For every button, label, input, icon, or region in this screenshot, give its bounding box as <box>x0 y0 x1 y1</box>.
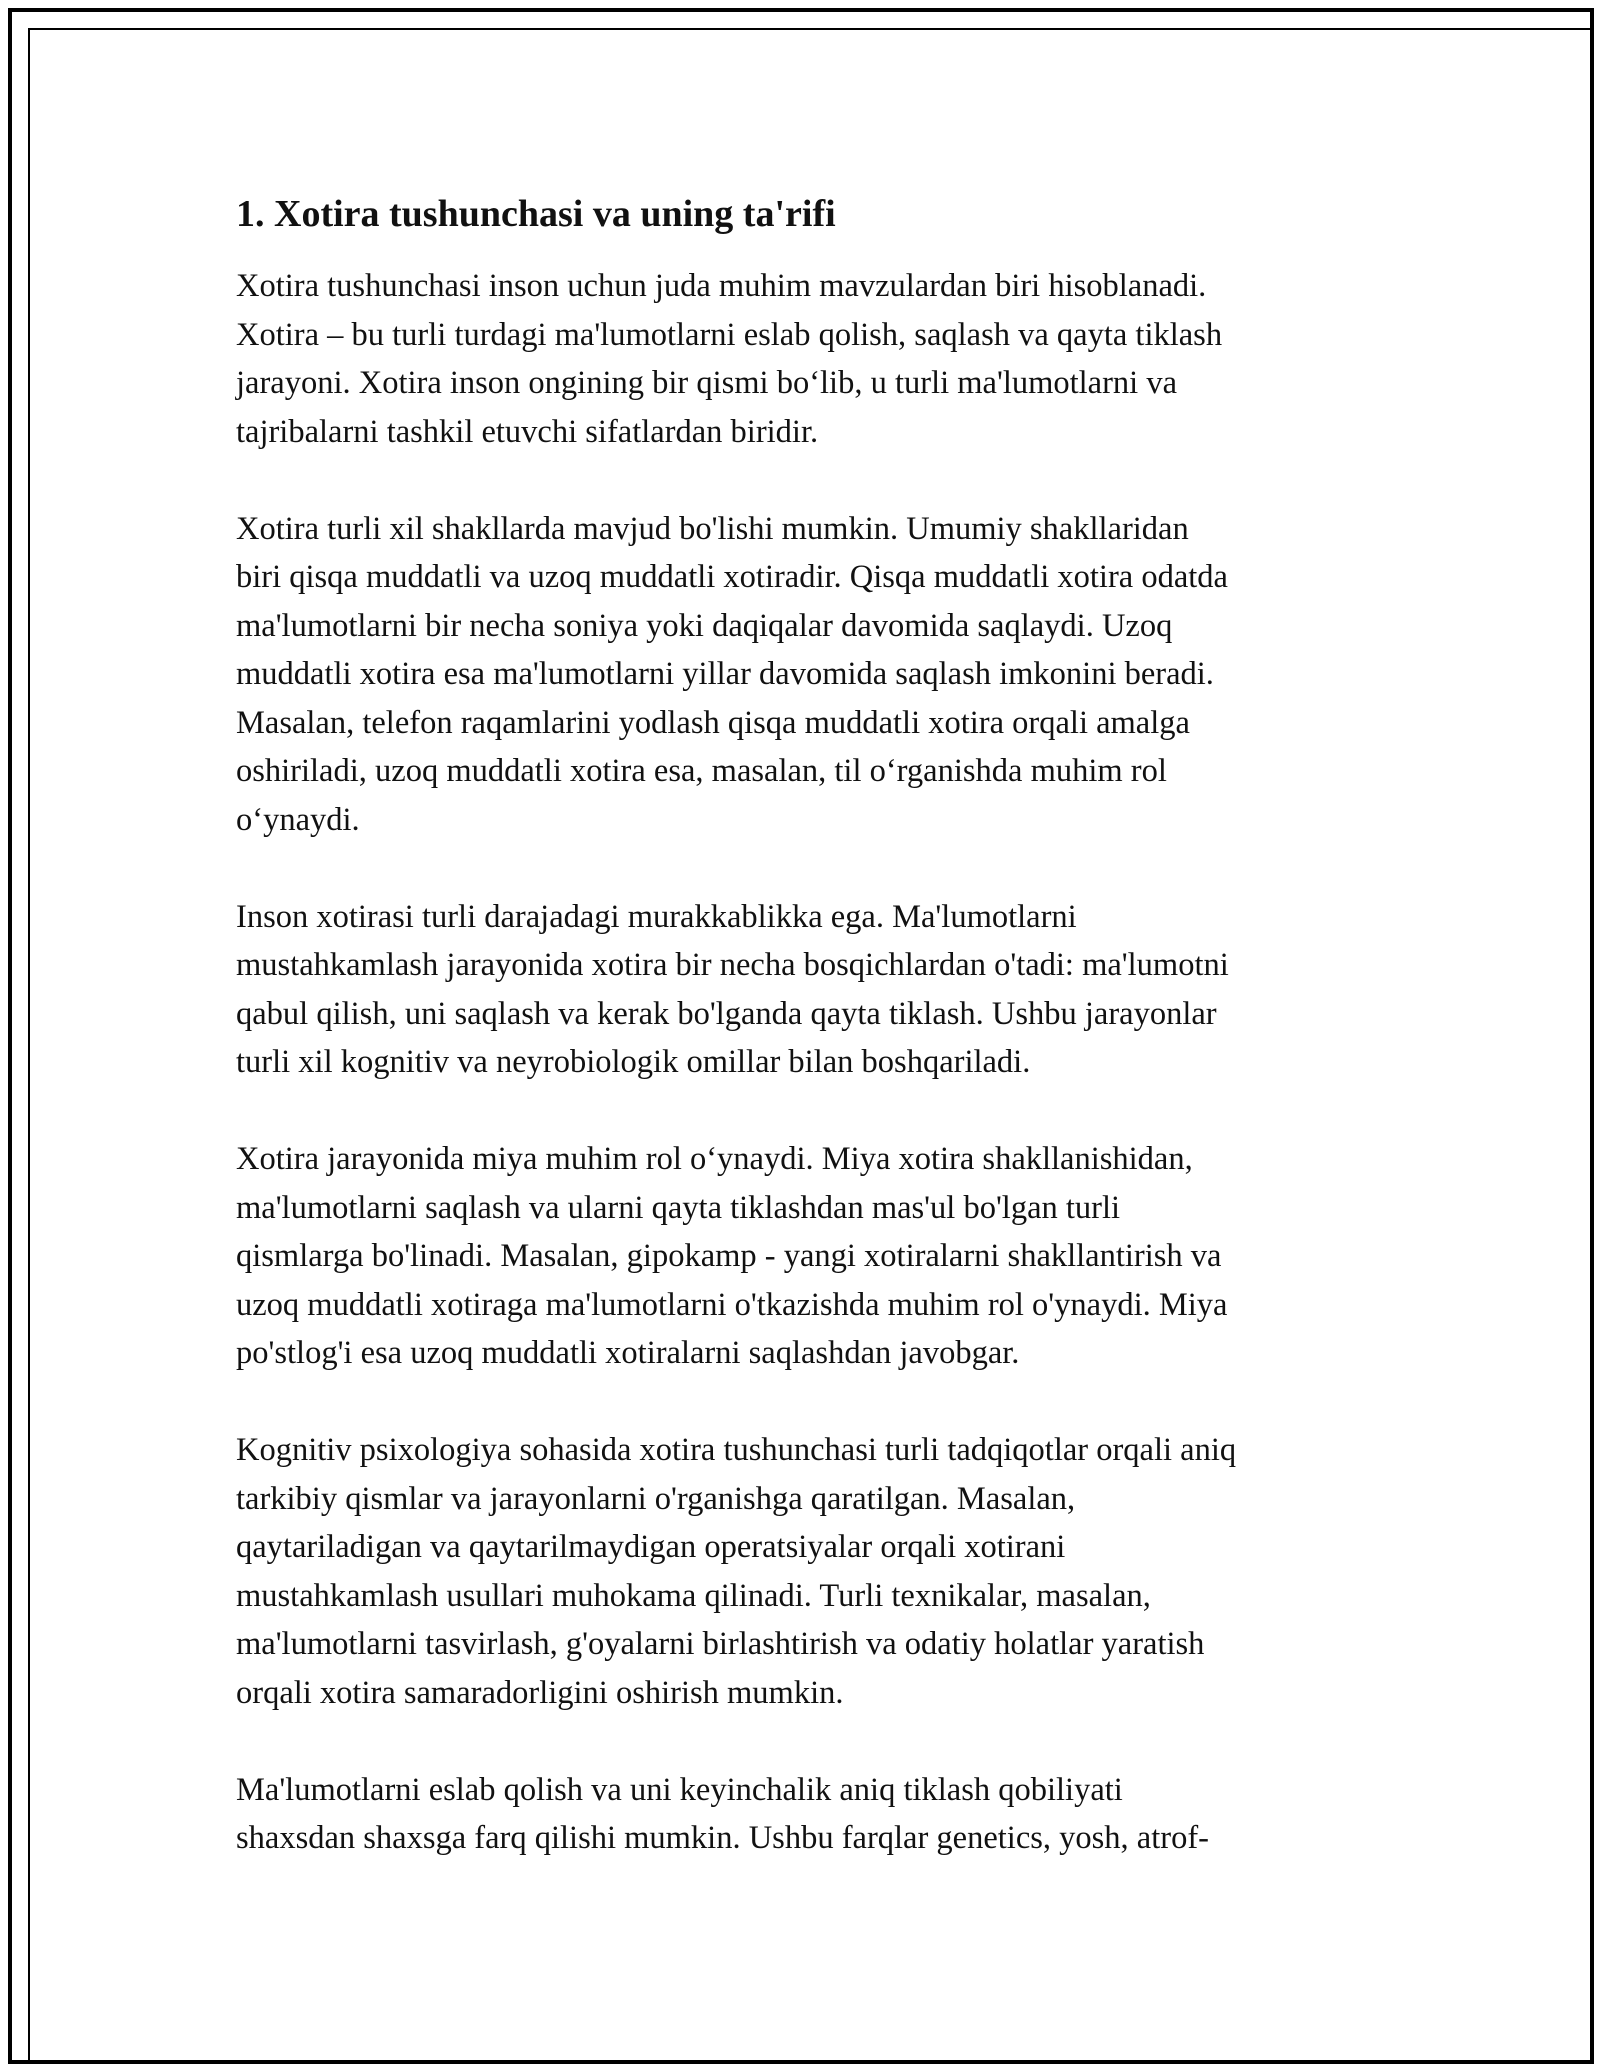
text-line: Xotira turli xil shakllarda mavjud bo'lishi mumkin. Umumiy shakllaridan <box>236 510 1189 547</box>
paragraph-6 <box>236 1766 1376 1863</box>
text-line: ma'lumotlarni saqlash va ularni qayta tiklashdan mas'ul bo'lgan turli <box>236 1189 1121 1226</box>
text-line: po'stlog'i esa uzoq muddatli xotiralarni saqlashdan javobgar. <box>236 1335 1020 1371</box>
section-heading: 1. Xotira tushunchasi va uning ta'rifi <box>236 193 836 235</box>
text-line: qaytariladigan va qaytarilmaydigan operatsiyalar orqali xotirani <box>236 1529 1066 1565</box>
text-line: qismlarga bo'linadi. Masalan, gipokamp - yangi xotiralarni shakllantirish va <box>236 1238 1222 1274</box>
paragraph-4 <box>236 1135 1376 1378</box>
paragraph-2 <box>236 505 1376 845</box>
text-line: turli xil kognitiv va neyrobiologik omillar bilan boshqariladi. <box>236 1044 1031 1080</box>
text-line: Ma'lumotlarni eslab qolish va uni keyinchalik aniq tiklash qobiliyati <box>236 1771 1123 1808</box>
paragraph-3 <box>236 893 1376 1087</box>
document-body <box>236 186 1376 1911</box>
text-line: shaxsdan shaxsga farq qilishi mumkin. Ushbu farqlar genetics, yosh, atrof- <box>236 1820 1209 1856</box>
text-line: oshiriladi, uzoq muddatli xotira esa, masalan, til o‘rganishda muhim rol <box>236 753 1167 789</box>
text-line: uzoq muddatli xotiraga ma'lumotlarni o'tkazishda muhim rol o'ynaydi. Miya <box>236 1286 1228 1323</box>
text-line: Xotira – bu turli turdagi ma'lumotlarni eslab qolish, saqlash va qayta tiklash <box>236 316 1223 353</box>
paragraph-5 <box>236 1426 1376 1717</box>
text-line: Xotira jarayonida miya muhim rol o‘ynaydi. Miya xotira shakllanishidan, <box>236 1141 1193 1177</box>
text-line: o‘ynaydi. <box>236 801 360 838</box>
text-line: tajribalarni tashkil etuvchi sifatlardan biridir. <box>236 413 819 450</box>
text-line: Kognitiv psixologiya sohasida xotira tushunchasi turli tadqiqotlar orqali aniq <box>236 1432 1237 1468</box>
text-line: Inson xotirasi turli darajadagi murakkablikka ega. Ma'lumotlarni <box>236 898 1077 935</box>
text-line: muddatli xotira esa ma'lumotlarni yillar davomida saqlash imkonini beradi. <box>236 656 1214 692</box>
text-line: ma'lumotlarni bir necha soniya yoki daqiqalar davomida saqlaydi. Uzoq <box>236 607 1173 644</box>
text-line: biri qisqa muddatli va uzoq muddatli xotiradir. Qisqa muddatli xotira odatda <box>236 559 1228 595</box>
text-line: jarayoni. Xotira inson ongining bir qismi bo‘lib, u turli ma'lumotlarni va <box>236 365 1178 401</box>
text-line: Xotira tushunchasi inson uchun juda muhim mavzulardan biri hisoblanadi. <box>236 268 1207 304</box>
paragraph-1 <box>236 262 1376 456</box>
text-line: ma'lumotlarni tasvirlash, g'oyalarni birlashtirish va odatiy holatlar yaratish <box>236 1626 1205 1662</box>
text-line: qabul qilish, uni saqlash va kerak bo'lganda qayta tiklash. Ushbu jarayonlar <box>236 995 1217 1032</box>
text-line: tarkibiy qismlar va jarayonlarni o'rganishga qaratilgan. Masalan, <box>236 1480 1076 1517</box>
text-line: mustahkamlash usullari muhokama qilinadi. Turli texnikalar, masalan, <box>236 1577 1151 1614</box>
text-line: Masalan, telefon raqamlarini yodlash qisqa muddatli xotira orqali amalga <box>236 704 1190 741</box>
text-line: orqali xotira samaradorligini oshirish mumkin. <box>236 1674 844 1711</box>
text-line: mustahkamlash jarayonida xotira bir necha bosqichlardan o'tadi: ma'lumotni <box>236 947 1229 983</box>
